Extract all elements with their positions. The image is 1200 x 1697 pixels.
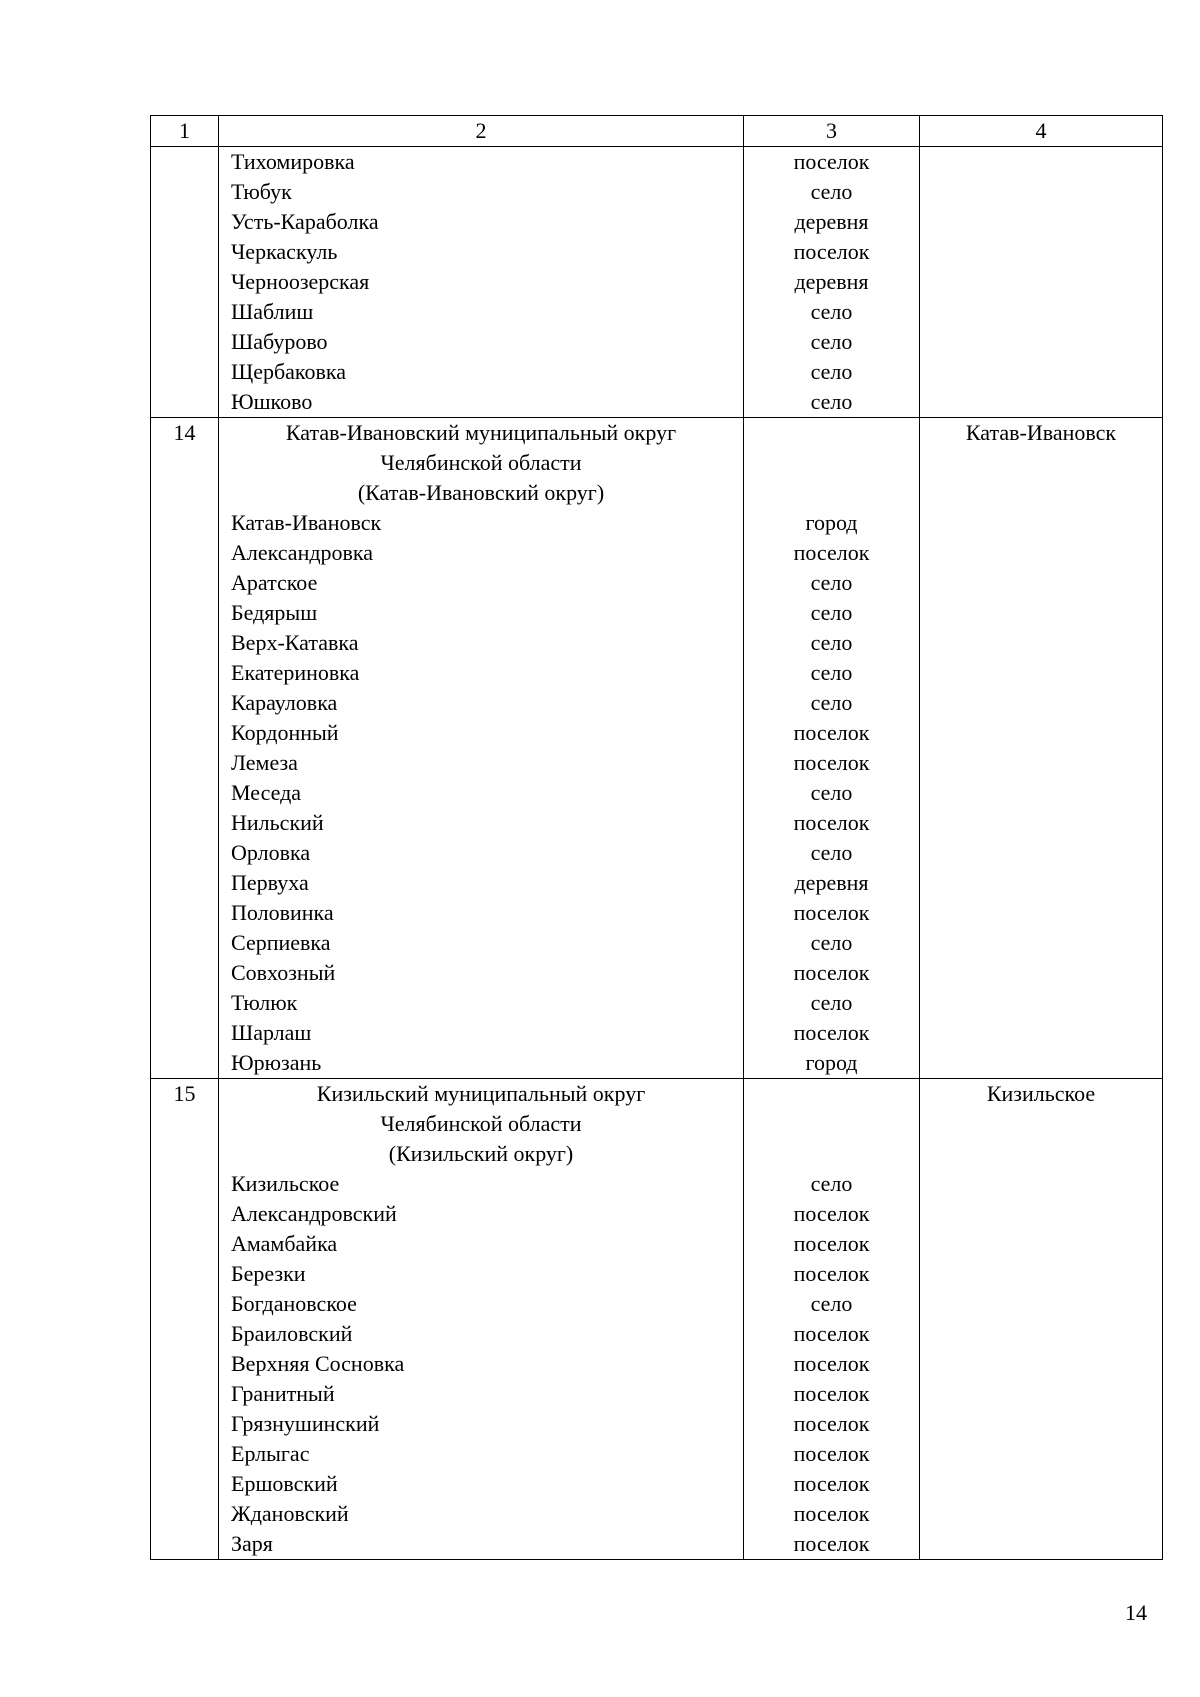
settlement-type: поселок: [793, 720, 870, 745]
type-spacer: [744, 1139, 919, 1169]
settlement-name: Верхняя Сосновка: [231, 1351, 405, 1376]
settlement-type: город: [805, 1050, 858, 1075]
section-number: [151, 147, 219, 418]
settlement-type: село: [810, 690, 853, 715]
settlement-name: Шабурово: [231, 329, 328, 354]
district-heading-line: Катав-Ивановский муниципальный округ: [285, 420, 677, 445]
settlement-type: деревня: [794, 209, 869, 234]
administrative-center: Катав-Ивановск: [920, 418, 1163, 1079]
settlement-name: Александровский: [231, 1201, 397, 1226]
settlement-name: Шаблиш: [231, 299, 314, 324]
settlement-type: поселок: [793, 900, 870, 925]
settlement-types-cell: [744, 147, 920, 418]
header-col-4: 4: [920, 116, 1163, 147]
settlement-name: Юшково: [231, 389, 313, 414]
settlement-type: поселок: [793, 239, 870, 264]
settlement-type: поселок: [793, 1531, 870, 1556]
settlement-name: Орловка: [231, 840, 311, 865]
type-spacer: [744, 478, 919, 508]
settlement-type: поселок: [793, 1321, 870, 1346]
header-col-3: 3: [744, 116, 920, 147]
settlement-name: Кизильское: [231, 1171, 340, 1196]
settlement-type: поселок: [793, 1381, 870, 1406]
settlement-type: село: [810, 780, 853, 805]
settlement-type: поселок: [793, 149, 870, 174]
district-heading-line: Кизильский муниципальный округ: [316, 1081, 646, 1106]
settlement-type: село: [810, 930, 853, 955]
settlement-name: Катав-Ивановск: [231, 510, 382, 535]
settlement-type: село: [810, 1291, 853, 1316]
settlement-name: Первуха: [231, 870, 309, 895]
settlement-type: село: [810, 329, 853, 354]
settlement-type: село: [810, 389, 853, 414]
settlement-name: Совхозный: [231, 960, 336, 985]
settlement-type: поселок: [793, 1471, 870, 1496]
district-heading-line: Челябинской области: [380, 450, 582, 475]
settlement-name: Щербаковка: [231, 359, 346, 384]
settlement-names-cell: [219, 418, 744, 1079]
settlement-name: Тюбук: [231, 179, 292, 204]
settlement-name: Лемеза: [231, 750, 298, 775]
settlement-name: Тихомировка: [231, 149, 355, 174]
settlement-name: Юрюзань: [231, 1050, 322, 1075]
settlement-type: село: [810, 570, 853, 595]
settlement-type: село: [810, 600, 853, 625]
settlement-type: деревня: [794, 870, 869, 895]
settlement-name: Черкаскуль: [231, 239, 338, 264]
type-spacer: [744, 448, 919, 478]
settlement-type: село: [810, 660, 853, 685]
administrative-center: [920, 147, 1163, 418]
administrative-center: Кизильское: [920, 1079, 1163, 1560]
settlement-type: село: [810, 840, 853, 865]
section-row: [151, 1079, 1163, 1560]
settlement-name: Тюлюк: [231, 990, 298, 1015]
table-header-row: [151, 116, 1163, 147]
settlement-name: Екатериновка: [231, 660, 360, 685]
table-body: [151, 147, 1163, 1560]
district-heading-line: (Кизильский округ): [388, 1141, 574, 1166]
settlement-name: Нильский: [231, 810, 324, 835]
settlement-type: поселок: [793, 1201, 870, 1226]
type-spacer: [744, 1079, 919, 1109]
settlement-type: село: [810, 359, 853, 384]
settlement-name: Ждановский: [231, 1501, 349, 1526]
settlement-name: Серпиевка: [231, 930, 331, 955]
section-number: 15: [151, 1079, 219, 1560]
settlement-types-cell: [744, 1079, 920, 1560]
settlement-type: село: [810, 630, 853, 655]
settlement-type: поселок: [793, 810, 870, 835]
district-heading-line: Челябинской области: [380, 1111, 582, 1136]
type-spacer: [744, 1109, 919, 1139]
settlement-type: село: [810, 990, 853, 1015]
settlements-table: [150, 115, 1163, 1560]
section-number: 14: [151, 418, 219, 1079]
settlement-names-cell: [219, 147, 744, 418]
settlement-type: поселок: [793, 960, 870, 985]
header-col-2: 2: [219, 116, 744, 147]
settlement-name: Грязнушинский: [231, 1411, 380, 1436]
settlement-name: Ерлыгас: [231, 1441, 310, 1466]
settlement-type: поселок: [793, 1351, 870, 1376]
settlement-type: деревня: [794, 269, 869, 294]
settlement-name: Браиловский: [231, 1321, 353, 1346]
settlement-name: Аратское: [231, 570, 318, 595]
settlement-type: село: [810, 179, 853, 204]
settlement-type: поселок: [793, 1261, 870, 1286]
type-spacer: [744, 418, 919, 448]
settlement-name: Кордонный: [231, 720, 339, 745]
settlement-type: поселок: [793, 540, 870, 565]
settlement-name: Меседа: [231, 780, 302, 805]
settlement-type: город: [805, 510, 858, 535]
settlement-name: Усть-Караболка: [231, 209, 379, 234]
settlement-name: Половинка: [231, 900, 334, 925]
settlement-names-cell: [219, 1079, 744, 1560]
settlement-name: Бедярыш: [231, 600, 318, 625]
settlement-types-cell: [744, 418, 920, 1079]
settlement-name: Шарлаш: [231, 1020, 312, 1045]
settlement-name: Амамбайка: [231, 1231, 338, 1256]
settlement-name: Александровка: [231, 540, 374, 565]
header-col-1: 1: [151, 116, 219, 147]
settlement-type: поселок: [793, 1411, 870, 1436]
settlement-type: поселок: [793, 1501, 870, 1526]
settlement-type: село: [810, 299, 853, 324]
settlement-name: Богдановское: [231, 1291, 357, 1316]
settlement-type: поселок: [793, 1020, 870, 1045]
settlement-type: село: [810, 1171, 853, 1196]
settlement-type: поселок: [793, 1441, 870, 1466]
section-row: [151, 418, 1163, 1079]
settlement-type: поселок: [793, 1231, 870, 1256]
settlement-name: Черноозерская: [231, 269, 370, 294]
page-number: 14: [1125, 1600, 1147, 1625]
settlement-name: Карауловка: [231, 690, 338, 715]
district-heading-line: (Катав-Ивановский округ): [357, 480, 605, 505]
settlement-name: Березки: [231, 1261, 306, 1286]
settlement-name: Верх-Катавка: [231, 630, 359, 655]
settlement-name: Заря: [231, 1531, 273, 1556]
settlement-name: Ершовский: [231, 1471, 338, 1496]
settlement-name: Гранитный: [231, 1381, 335, 1406]
settlement-type: поселок: [793, 750, 870, 775]
section-row: [151, 147, 1163, 418]
